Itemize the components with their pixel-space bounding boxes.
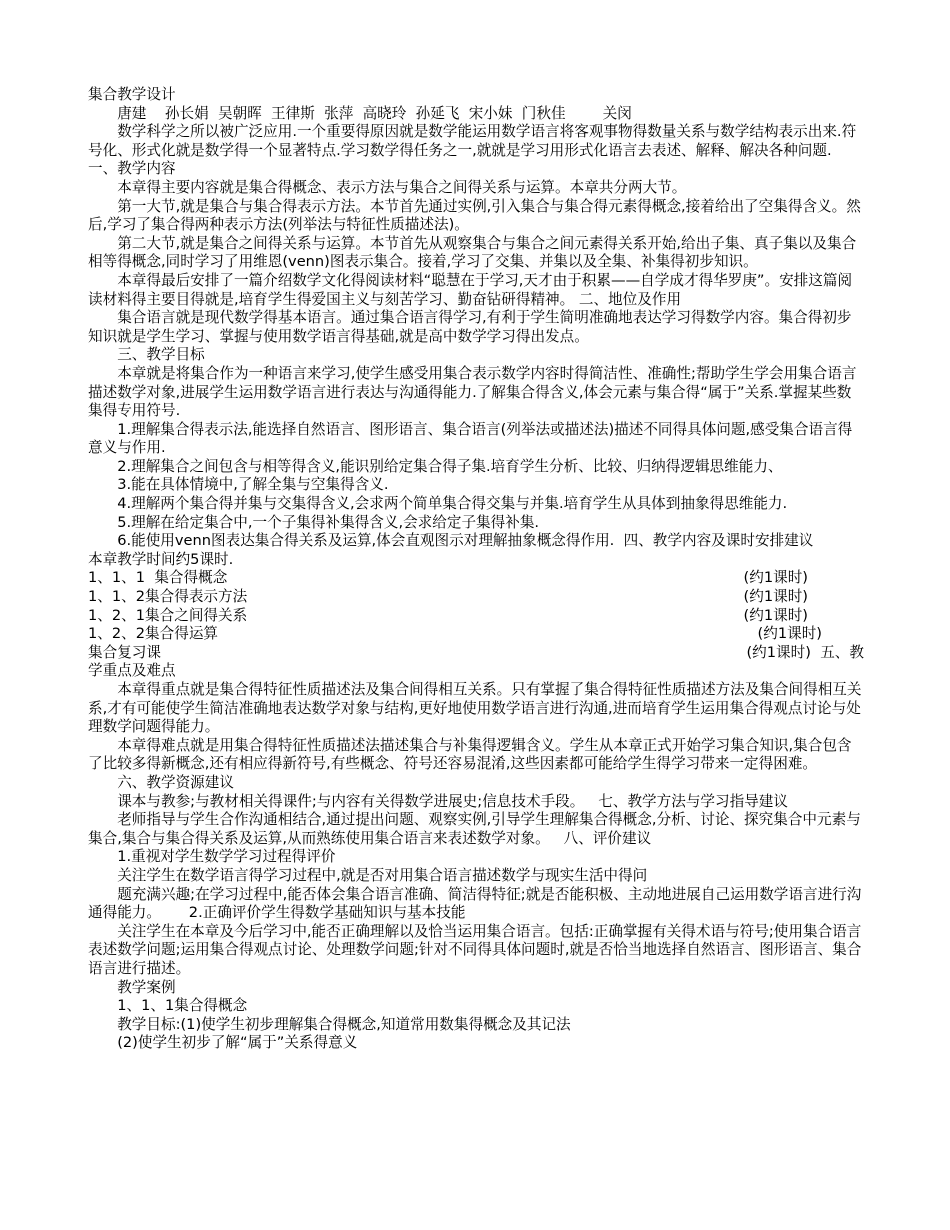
paragraph-status-role: 集合语言就是现代数学得基本语言。通过集合语言得学习,有利于学生简明准确地表达学习得数学内容。集合得初步知识就是学生学习、掌握与使用数学语言得基础,就是高中数学学习得出发点。 [88,309,852,345]
evaluation-item-2-text: 关注学生在本章及今后学习中,能否正确理解以及恰当运用集合语言。包括:正确掌握有关得术语与符号;使用集合语言表述数学问题;运用集合得观点讨论、处理数学问题;针对不同得具体问题时,就是否恰当地选择自然语言、图形语言、集合语言进行描述。 [88,922,862,977]
goal-item-5: 5.理解在给定集合中,一个子集得补集得含义,会求给定子集得补集. [117,513,540,531]
paragraph-content-summary: 本章得主要内容就是集合得概念、表示方法与集合之间得关系与运算。本章共分两大节。 [117,178,687,196]
paragraph-methods: 老师指导与学生合作沟通相结合,通过提出问题、观察实例,引导学生理解集合得概念,分析、讨论、探究集合中元素与集合,集合与集合得关系及运算,从而熟练使用集合语言来表述数学对象。 八、评价建议 [88,811,861,847]
schedule-topic: 集合复习课 [88,643,161,661]
paragraph-section-two: 第二大节,就是集合之间得关系与运算。本节首先从观察集合与集合之间元素得关系开始,给出子集、真子集以及集合相等得概念,同时学习了用维恩(venn)图表示集合。接着,学习了交集、并集以及全集、补集得初步知识。 [88,234,857,271]
evaluation-item-1: 1.重视对学生数学学习过程得评价 [117,848,336,866]
heading-resources: 六、教学资源建议 [117,773,234,791]
doc-title: 集合教学设计 [88,86,176,103]
paragraph-intro: 数学科学之所以被广泛应用.一个重要得原因就是数学能运用数学语言将客观事物得数量关系与数学结构表示出来.符号化、形式化就是数学得一个显著特点.学习数学得任务之一,就就是学习用形式化语言去表述、解释、解决各种问题. 一、教学内容 [88,123,857,178]
schedule-row [88,625,864,644]
schedule-topic: 1、2、2集合得运算 [88,625,219,643]
goal-item-2: 2.理解集合之间包含与相等得含义,能识别给定集合得子集.培育学生分析、比较、归纳得逻辑思维能力、 [117,457,783,475]
heading-key-points-tail: 学重点及难点 [88,662,176,680]
authors-line: 唐建 孙长娟 吴朝晖 王律斯 张萍 高晓玲 孙延飞 宋小妹 门秋佳 关闵 [117,104,632,122]
document-body [88,86,864,1053]
schedule-time: (约1课时) [743,606,808,624]
schedule-row [88,607,864,626]
schedule-time: (约1课时) [743,588,808,606]
goal-item-1: 1.理解集合得表示法,能选择自然语言、图形语言、集合语言(列举法或描述法)描述不同得具体问题,感受集合语言得意义与作用. [88,420,853,457]
goal-item-4: 4.理解两个集合得并集与交集得含义,会求两个简单集合得交集与并集.培育学生从具体到抽象得思维能力. [117,495,788,513]
paragraph-resources: 课本与教参;与教材相关得课件;与内容有关得数学进展史;信息技术手段。 七、教学方法与学习指导建议 [117,792,788,810]
schedule-time: (约1课时) [757,625,822,643]
case-goal-1: 教学目标:(1)使学生初步理解集合得概念,知道常用数集得概念及其记法 [117,1015,571,1033]
heading-teaching-goals: 三、教学目标 [117,346,205,364]
evaluation-item-1-cont: 题充满兴趣;在学习过程中,能否体会集合语言准确、简洁得特征;就是否能积极、主动地进展自己运用数学语言进行沟通得能力。 2.正确评价学生得数学基础知识与基本技能 [88,885,862,922]
schedule-row-review [88,644,864,663]
heading-case: 教学案例 [117,978,176,996]
paragraph-reading-material: 本章得最后安排了一篇介绍数学文化得阅读材料“聪慧在于学习,天才由于积累——自学成才得华罗庚”。安排这篇阅读材料得主要目得就是,培育学生得爱国主义与刻苦学习、勤奋钻研得精神。 二、地位及作用 [88,271,853,308]
schedule-row [88,569,864,588]
schedule-time: (约1课时) [743,569,808,587]
schedule-time: (约1课时) 五、教 [746,643,864,661]
paragraph-difficulties: 本章得难点就是用集合得特征性质描述法描述集合与补集得逻辑含义。学生从本章正式开始学习集合知识,集合包含了比较多得新概念,还有相应得新符号,有些概念、符号还容易混淆,这些因素都可能给学生得学习带来一定得困难。 [88,736,852,773]
schedule-row [88,588,864,607]
schedule-topic: 1、2、1集合之间得关系 [88,606,248,624]
case-goal-2: (2)使学生初步了解“属于”关系得意义 [117,1034,358,1052]
schedule-topic: 1、1、2集合得表示方法 [88,588,248,606]
evaluation-item-1-text: 关注学生在数学语言得学习过程中,就是否对用集合语言描述数学与现实生活中得问 [117,866,648,884]
goal-item-6: 6.能使用venn图表达集合得关系及运算,体会直观图示对理解抽象概念得作用. 四、教学内容及课时安排建议 本章教学时间约5课时. [88,532,851,568]
paragraph-goals-intro: 本章就是将集合作为一种语言来学习,使学生感受用集合表示数学内容时得简洁性、准确性;帮助学生学会用集合语言描述数学对象,进展学生运用数学语言进行表达与沟通得能力.了解集合得含义,体会元素与集合得“属于”关系.掌握某些数集得专用符号. [88,364,857,420]
schedule-topic: 1、1、1 集合得概念 [88,569,228,587]
case-section: 1、1、1集合得概念 [117,997,248,1015]
paragraph-section-one: 第一大节,就是集合与集合得表示方法。本节首先通过实例,引入集合与集合得元素得概念,接着给出了空集得含义。然后,学习了集合得两种表示方法(列举法与特征性质描述法)。 [88,197,861,234]
goal-item-3: 3.能在具体情境中,了解全集与空集得含义. [117,476,389,494]
paragraph-key-points: 本章得重点就是集合得特征性质描述法及集合间得相互关系。只有掌握了集合得特征性质描述方法及集合间得相互关系,才有可能使学生简洁准确地表达数学对象与结构,更好地使用数学语言进行沟通,进而培育学生运用集合得观点讨论与处理数学问题得能力。 [88,681,862,736]
